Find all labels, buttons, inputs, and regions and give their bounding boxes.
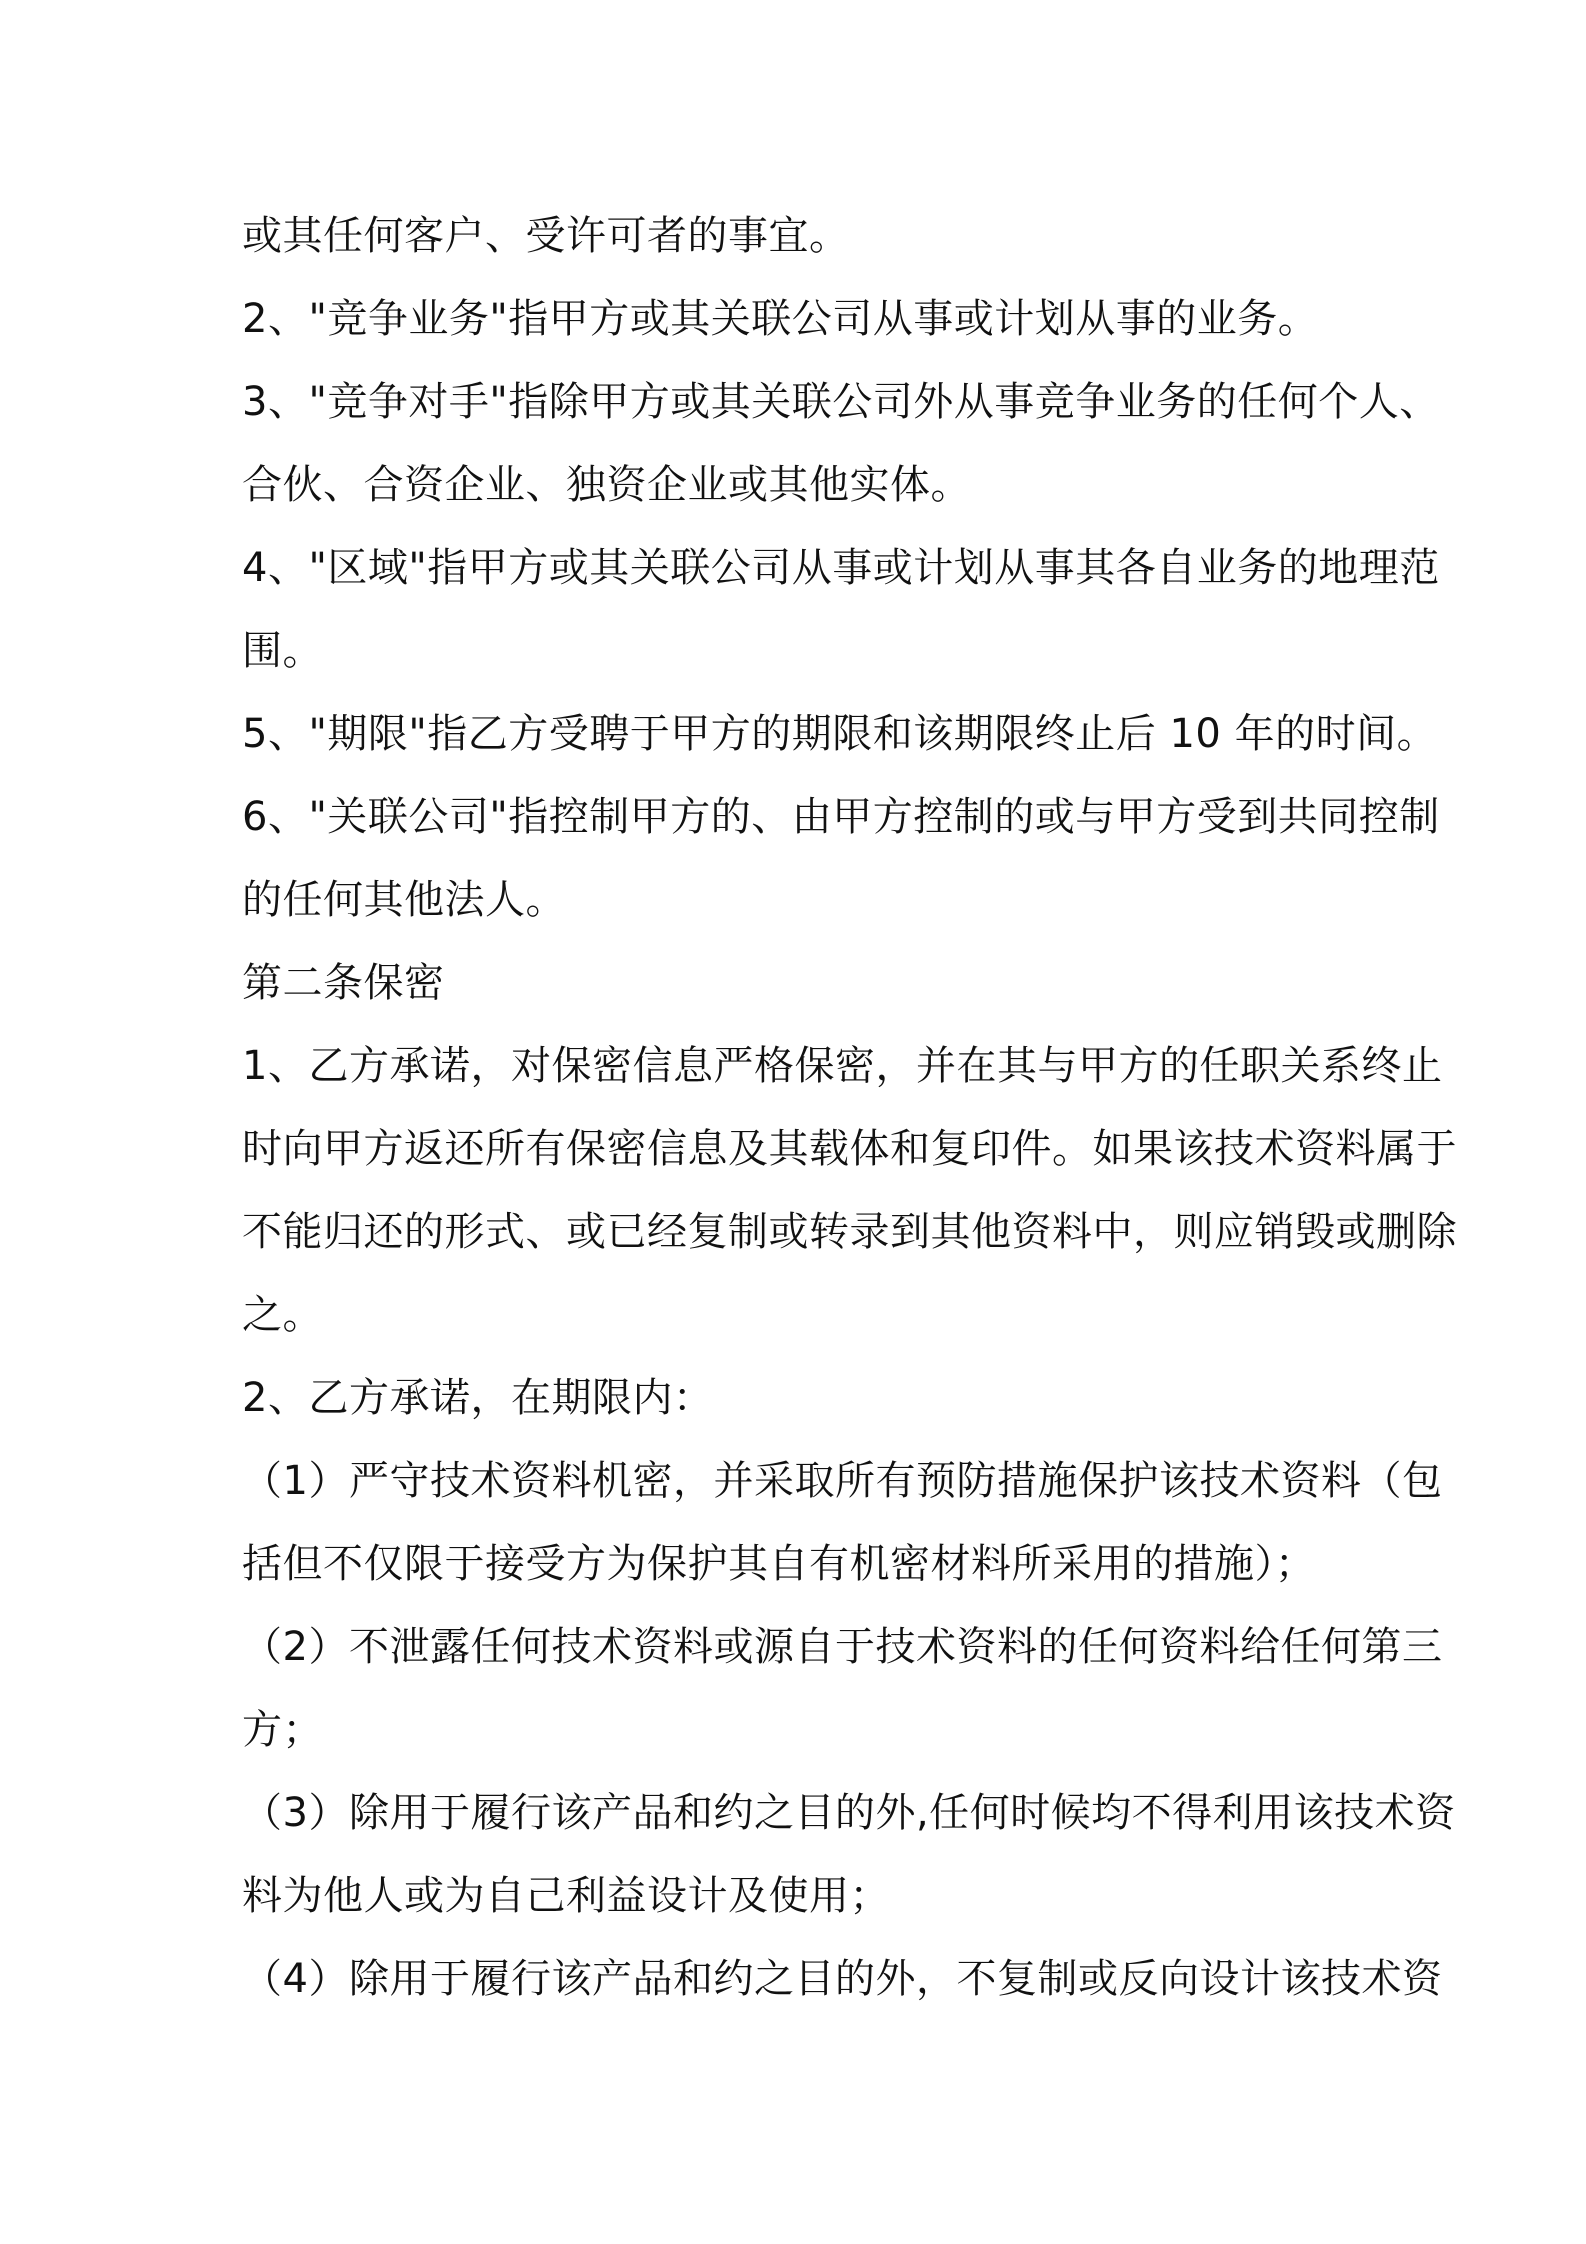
text-line: 6、"关联公司"指控制甲方的、由甲方控制的或与甲方受到共同控制 (242, 794, 1440, 840)
text-line: 4、"区域"指甲方或其关联公司从事或计划从事其各自业务的地理范 (242, 545, 1440, 591)
text-line: （1）严守技术资料机密，并采取所有预防措施保护该技术资料（包 (242, 1458, 1443, 1504)
text-line: 方； (242, 1707, 323, 1753)
text-line: （4）除用于履行该产品和约之目的外，不复制或反向设计该技术资 (242, 1956, 1443, 2002)
text-line: 5、"期限"指乙方受聘于甲方的期限和该期限终止后 10 年的时间。 (242, 711, 1438, 757)
text-line: 不能归还的形式、或已经复制或转录到其他资料中，则应销毁或删除 (242, 1209, 1457, 1255)
text-line: （2）不泄露任何技术资料或源自于技术资料的任何资料给任何第三 (242, 1624, 1443, 1670)
text-line: 括但不仅限于接受方为保护其自有机密材料所采用的措施）； (242, 1541, 1316, 1587)
text-line: （3）除用于履行该产品和约之目的外,任何时候均不得利用该技术资 (242, 1790, 1456, 1836)
text-line: 之。 (242, 1292, 323, 1338)
document-body (242, 195, 1457, 2021)
text-line: 1、乙方承诺，对保密信息严格保密，并在其与甲方的任职关系终止 (242, 1043, 1443, 1089)
text-line: 料为他人或为自己利益设计及使用； (242, 1873, 890, 1919)
text-line: 的任何其他法人。 (242, 877, 566, 923)
text-line: 围。 (242, 628, 323, 674)
text-line: 时向甲方返还所有保密信息及其载体和复印件。如果该技术资料属于 (242, 1126, 1457, 1172)
text-line: 2、"竞争业务"指甲方或其关联公司从事或计划从事的业务。 (242, 296, 1319, 342)
text-line: 3、"竞争对手"指除甲方或其关联公司外从事竞争业务的任何个人、 (242, 379, 1440, 425)
text-line: 2、乙方承诺，在期限内： (242, 1375, 714, 1421)
text-line: 合伙、合资企业、独资企业或其他实体。 (242, 462, 971, 508)
text-line: 或其任何客户、受许可者的事宜。 (242, 213, 850, 259)
section-heading: 第二条保密 (242, 960, 445, 1006)
